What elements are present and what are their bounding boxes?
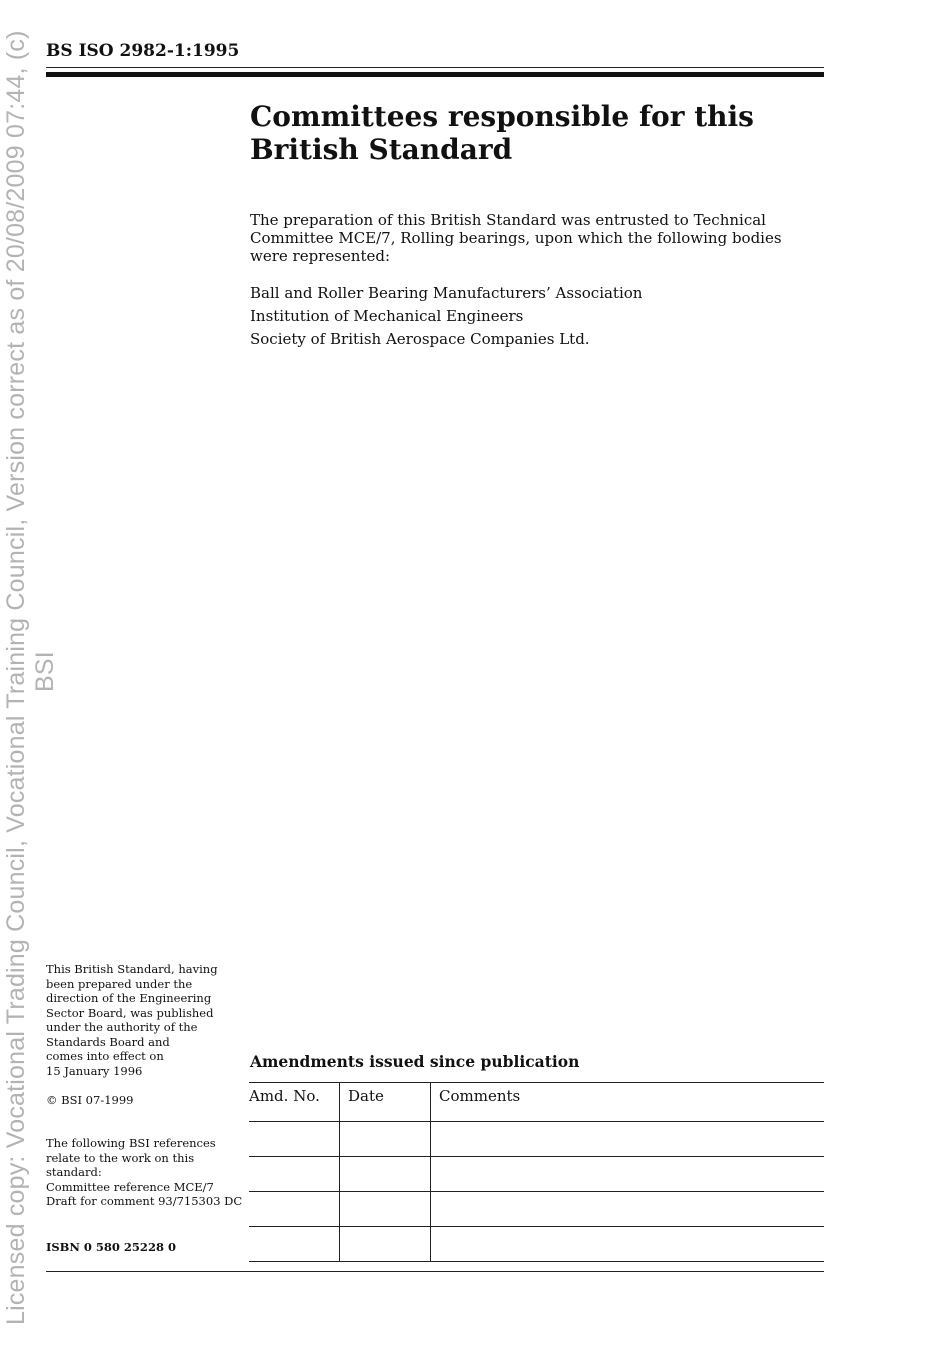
title-line-1: Committees responsible for this [250, 100, 754, 133]
header-rule-thick [46, 72, 824, 77]
table-row [249, 1122, 824, 1157]
refs-line: Draft for comment 93/715303 DC [46, 1194, 243, 1208]
list-item: Institution of Mechanical Engineers [250, 307, 524, 325]
table-cell [340, 1227, 431, 1262]
table-header-row [249, 1083, 824, 1122]
table-cell [431, 1157, 825, 1192]
watermark-line-1: Licensed copy: Vocational Trading Council, Vocational Training Council, Version correct as of 20/08/2009 07:44, (c) [2, 30, 30, 1325]
list-item: Society of British Aerospace Companies Ltd. [250, 330, 590, 348]
table-cell [249, 1227, 340, 1262]
note-line: This British Standard, having [46, 962, 218, 976]
column-header-comments: Comments [431, 1083, 825, 1122]
table-cell [249, 1122, 340, 1157]
bsi-references [46, 1136, 246, 1209]
isbn: ISBN 0 580 25228 0 [46, 1240, 176, 1254]
note-line: under the authority of the [46, 1020, 198, 1034]
license-watermark [0, 0, 59, 1345]
column-header-date: Date [340, 1083, 431, 1122]
page-title [250, 100, 810, 166]
table-cell [340, 1122, 431, 1157]
refs-line: standard: [46, 1165, 102, 1179]
list-item: Ball and Roller Bearing Manufacturers’ Association [250, 284, 643, 302]
note-line: comes into effect on [46, 1049, 164, 1063]
footer-rule [46, 1271, 824, 1272]
amendments-table [249, 1082, 824, 1262]
intro-paragraph: The preparation of this British Standard was entrusted to Technical Committee MCE/7, Rolling bearings, upon which the following bodies were represented: [250, 211, 782, 265]
copyright-notice: © BSI 07-1999 [46, 1093, 134, 1107]
table-row [249, 1192, 824, 1227]
watermark-line-2: BSI [31, 651, 59, 692]
note-line: direction of the Engineering [46, 991, 212, 1005]
refs-line: The following BSI references [46, 1136, 216, 1150]
table-cell [431, 1122, 825, 1157]
table-row [249, 1157, 824, 1192]
publication-note [46, 962, 246, 1078]
table-cell [340, 1157, 431, 1192]
table-cell [249, 1157, 340, 1192]
refs-line: Committee reference MCE/7 [46, 1179, 214, 1194]
table-cell [249, 1192, 340, 1227]
column-header-amd-no: Amd. No. [249, 1083, 340, 1122]
standard-identifier: BS ISO 2982-1:1995 [46, 41, 240, 61]
note-line: Sector Board, was published [46, 1005, 214, 1020]
note-line: Standards Board and [46, 1034, 170, 1049]
note-line: been prepared under the [46, 976, 193, 991]
refs-line: relate to the work on this [46, 1150, 195, 1165]
note-line: 15 January 1996 [46, 1063, 143, 1078]
table-cell [431, 1192, 825, 1227]
table-cell [340, 1192, 431, 1227]
amendments-title: Amendments issued since publication [250, 1052, 580, 1071]
title-line-2: British Standard [250, 133, 513, 166]
table-cell [431, 1227, 825, 1262]
table-row [249, 1227, 824, 1262]
committee-bodies-list [250, 282, 642, 351]
header-rule-thin [46, 67, 824, 68]
